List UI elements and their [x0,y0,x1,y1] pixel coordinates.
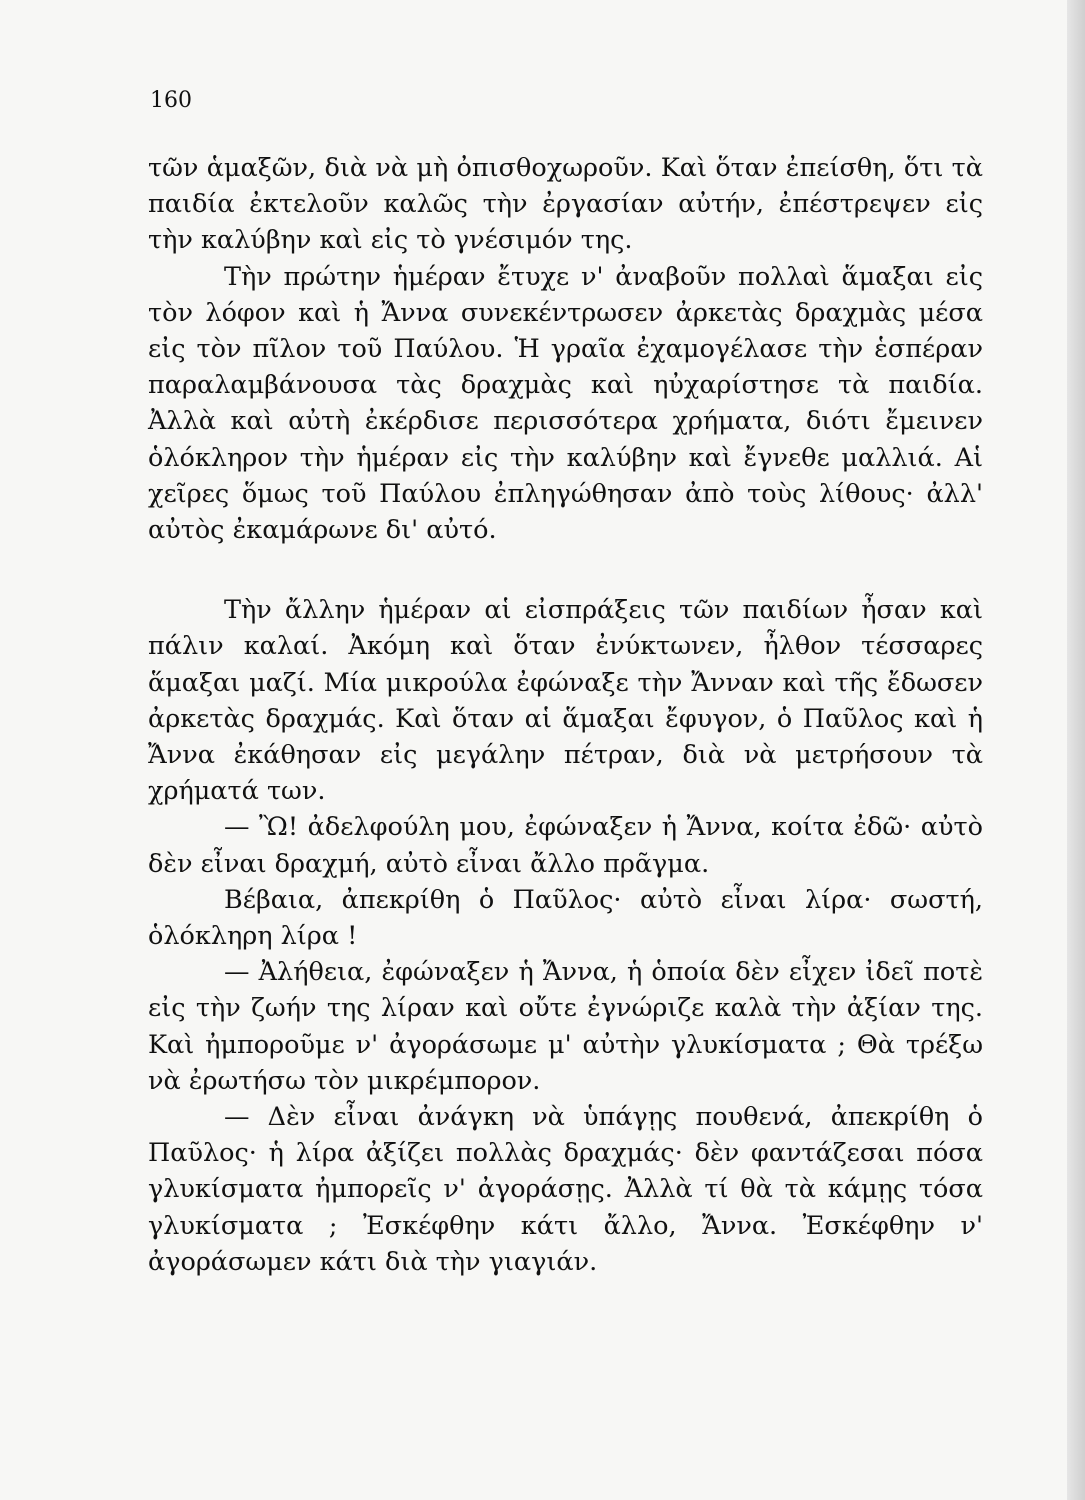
page-number: 160 [150,88,192,113]
page-binding-edge [1067,0,1085,1500]
paragraph-3: Τὴν ἄλλην ἡμέραν αἱ εἰσπράξεις τῶν παιδίων ἦσαν καὶ πάλιν καλαί. Ἀκόμη καὶ ὅταν ἐνύκτωνεν, ἦλθον τέσσαρες ἅμαξαι μαζί. Μία μικρούλα ἐφώναξε τὴν Ἄνναν καὶ τῆς ἔδωσεν ἀρκετὰς δραχμάς. Καὶ ὅταν αἱ ἅμαξαι ἔφυγον, ὁ Παῦλος καὶ ἡ Ἄννα ἐκάθησαν εἰς μεγάλην πέτραν, διὰ νὰ μετρήσουν τὰ χρήματά των. [148,595,983,807]
paragraph-2: Τὴν πρώτην ἡμέραν ἔτυχε ν' ἀναβοῦν πολλαὶ ἅμαξαι εἰς τὸν λόφον καὶ ἡ Ἄννα συνεκέντρωσεν ἀρκετὰς δραχμὰς μέσα εἰς τὸν πῖλον τοῦ Παύλου. Ἡ γραῖα ἐχαμογέλασε τὴν ἑσπέραν παραλαμβάνουσα τὰς δραχμὰς καὶ ηὐχαρίστησε τὰ παιδία. Ἀλλὰ καὶ αὐτὴ ἐκέρδισε περισσότερα χρήματα, διότι ἔμεινεν ὁλόκληρον τὴν ἡμέραν εἰς τὴν καλύβην καὶ ἔγνεθε μαλλιά. Αἱ χεῖρες ὅμως τοῦ Παύλου ἐπληγώθησαν ἀπὸ τοὺς λίθους· ἀλλ' αὐτὸς ἐκαμάρωνε δι' αὐτό. [148,261,983,546]
paragraph-6: — Ἀλήθεια, ἐφώναξεν ἡ Ἄννα, ἡ ὁποία δὲν εἶχεν ἰδεῖ ποτὲ εἰς τὴν ζωήν της λίραν καὶ οὔτε ἐγνώριζε καλὰ τὴν ἀξίαν της. Καὶ ἠμποροῦμε ν' ἀγοράσωμε μ' αὐτὴν γλυκίσματα ; Θὰ τρέξω νὰ ἐρωτήσω τὸν μικρέμπορον. [148,957,983,1096]
paragraph-7: — Δὲν εἶναι ἀνάγκη νὰ ὑπάγῃς πουθενά, ἀπεκρίθη ὁ Παῦλος· ἡ λίρα ἀξίζει πολλὰς δραχμάς· δὲν φαντάζεσαι πόσα γλυκίσματα ἠμπορεῖς ν' ἀγοράσῃς. Ἀλλὰ τί θὰ τὰ κάμῃς τόσα γλυκίσματα ; Ἐσκέφθην κάτι ἄλλο, Ἄννα. Ἐσκέφθην ν' ἀγοράσωμεν κάτι διὰ τὴν γιαγιάν. [148,1102,983,1277]
paragraph-4: — Ὢ! ἀδελφούλη μου, ἐφώναξεν ἡ Ἄννα, κοίτα ἐδῶ· αὐτὸ δὲν εἶναι δραχμή, αὐτὸ εἶναι ἄλλο πρᾶγμα. [148,812,983,879]
paragraph-5: Βέβαια, ἀπεκρίθη ὁ Παῦλος· αὐτὸ εἶναι λίρα· σωστή, ὁλόκληρη λίρα ! [148,884,983,952]
paragraph-1: τῶν ἁμαξῶν, διὰ νὰ μὴ ὀπισθοχωροῦν. Καὶ ὅταν ἐπείσθη, ὅτι τὰ παιδία ἐκτελοῦν καλῶς τὴν ἐργασίαν αὐτήν, ἐπέστρεψεν εἰς τὴν καλύβην καὶ εἰς τὸ γνέσιμόν της. [148,153,983,256]
body-text [148,150,983,1280]
